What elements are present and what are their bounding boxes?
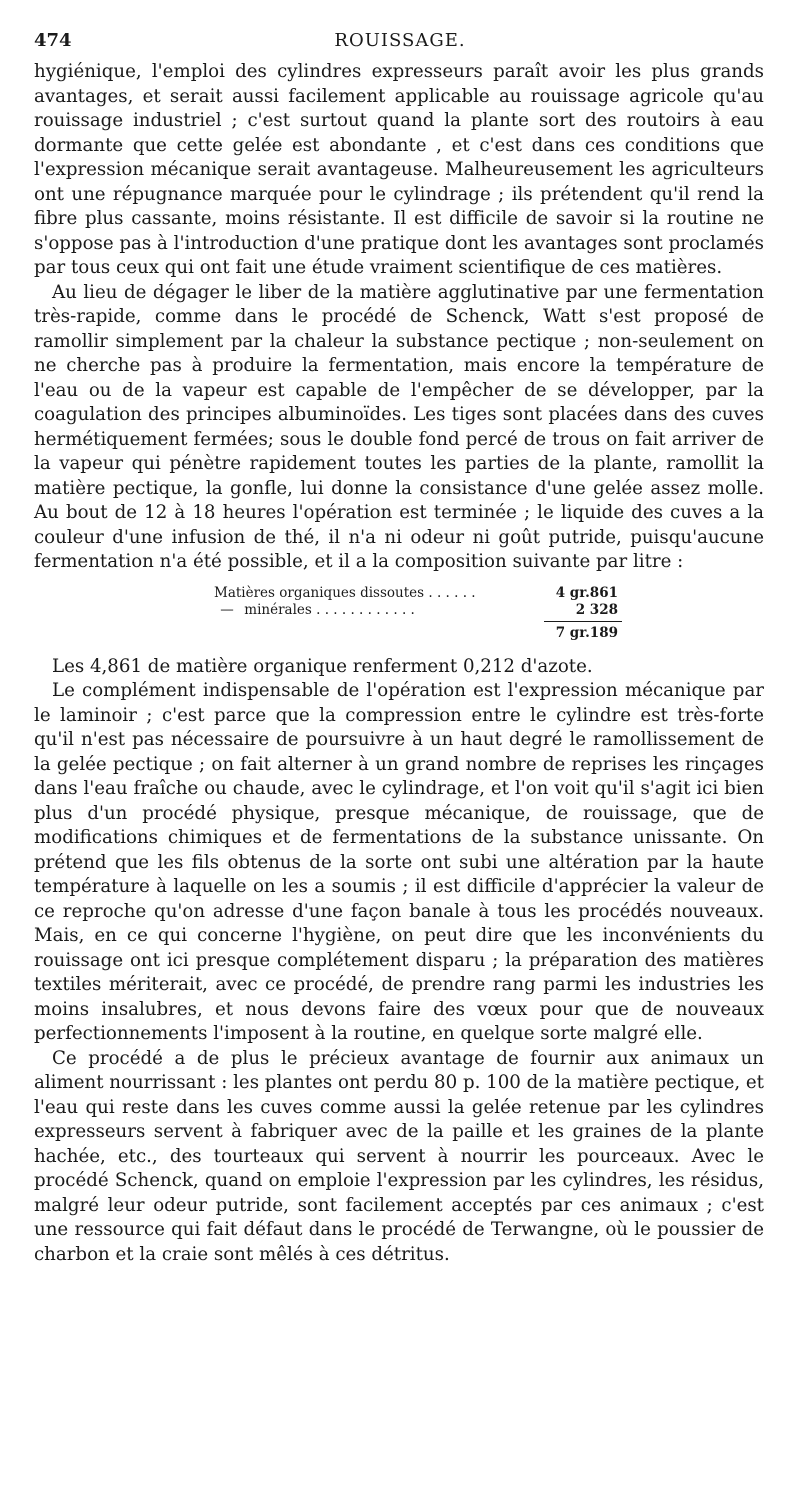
body-text — [34, 60, 764, 1267]
running-title: ROUISSAGE. — [334, 30, 466, 51]
table-row — [214, 602, 622, 619]
running-head — [34, 30, 766, 56]
paragraph-continued: hygiénique, l'emploi des cylindres expresseurs paraît avoir les plus grands avantages, et serait aussi facilement applicable au rouissage agricole qu'au rouissage industriel ; c'est surtout quand la plante sort des routoirs à eau dormante que cette gelée est abondante , et c'est dans ces conditions que l'expression mécanique serait avantageuse. Malheureusement les agriculteurs ont une répugnance marquée pour le cylindrage ; ils prétendent qu'il rend la fibre plus cassante, moins résistante. Il est difficile de savoir si la routine ne s'oppose pas à l'introduction d'une pratique dont les avantages sont proclamés par tous ceux qui ont fait une étude vraiment scientifique de ces matières. — [34, 61, 764, 278]
row-value: 4 gr.861 — [555, 584, 618, 601]
sum-rule — [544, 621, 622, 622]
total-value: 7 gr.189 — [555, 624, 618, 641]
composition-table — [214, 585, 622, 641]
paragraph-watt-process: Au lieu de dégager le liber de la matière agglutinative par une fermentation très-rapide, comme dans le procédé de Schenck, Watt s'est proposé de ramollir simplement par la chaleur la substance pectique ; non-seulement on ne cherche pas à produire la fermentation, mais encore la température de l'eau ou de la vapeur est capable de l'empêcher de se développer, par la coagulation des principes albuminoïdes. Les tiges sont placées dans des cuves hermétiquement fermées; sous le double fond percé de trous on fait arriver de la vapeur qui pénètre rapidement toutes les parties de la plante, ramollit la matière pectique, la gonfle, lui donne la consistance d'une gelée assez molle. Au bout de 12 à 18 heures l'opération est terminée ; le liquide des cuves a la couleur d'une infusion de thé, il n'a ni odeur ni goût putride, puisqu'aucune fermentation n'a été possible, et il a la composition suivante par litre : — [34, 281, 764, 572]
row-label: Matières organiques dissoutes . . . . . . — [214, 584, 476, 601]
row-label: minérales . . . . . . . . . . . . — [244, 601, 415, 618]
table-row — [214, 585, 622, 602]
page-number: 474 — [34, 30, 72, 51]
paragraph-advantage: Ce procédé a de plus le précieux avantage de fournir aux animaux un aliment nourrissant : les plantes ont perdu 80 p. 100 de la matière pectique, et l'eau qui reste dans les cuves comme aussi la gelée retenue par les cylindres expresseurs servent à fabriquer avec de la paille et les graines de la plante hachée, etc., des tourteaux qui servent à nourrir les pourceaux. Avec le procédé Schenck, quand on emploie l'expression par les cylindres, les résidus, malgré leur odeur putride, sont facilement acceptés par ces animaux ; c'est une ressource qui fait défaut dans le procédé de Terwangne, où le poussier de charbon et la craie sont mêlés à ces détritus. — [34, 1047, 764, 1265]
row-value: 2 328 — [575, 601, 618, 618]
table-total-row — [214, 619, 622, 641]
paragraph-azote: Les 4,861 de matière organique renferment 0,212 d'azote. — [52, 655, 593, 677]
row-label-group — [214, 602, 415, 619]
ditto-mark: — — [220, 601, 234, 618]
paragraph-complement: Le complément indispensable de l'opération est l'expression mécanique par le laminoir ; c'est parce que la compression entre le cylindre est très-forte qu'il n'est pas nécessaire de poursuivre à un haut degré le ramollissement de la gelée pectique ; on fait alterner à un grand nombre de reprises les rinçages dans l'eau fraîche ou chaude, avec le cylindrage, et l'on voit qu'il s'agit ici bien plus d'un procédé physique, presque mécanique, de rouissage, que de modifications chimiques et de fermentations de la substance unissante. On prétend que les fils obtenus de la sorte ont subi une altération par la haute température à laquelle on les a soumis ; il est difficile d'apprécier la valeur de ce reproche qu'on adresse d'une façon banale à tous les procédés nouveaux. Mais, en ce qui concerne l'hygiène, on peut dire que les inconvénients du rouissage ont ici presque complétement disparu ; la préparation des matières textiles mériterait, avec ce procédé, de prendre rang parmi les industries les moins insalubres, et nous devons faire des vœux pour que de nouveaux perfectionnements l'imposent à la routine, en quelque sorte malgré elle. — [34, 680, 764, 1044]
